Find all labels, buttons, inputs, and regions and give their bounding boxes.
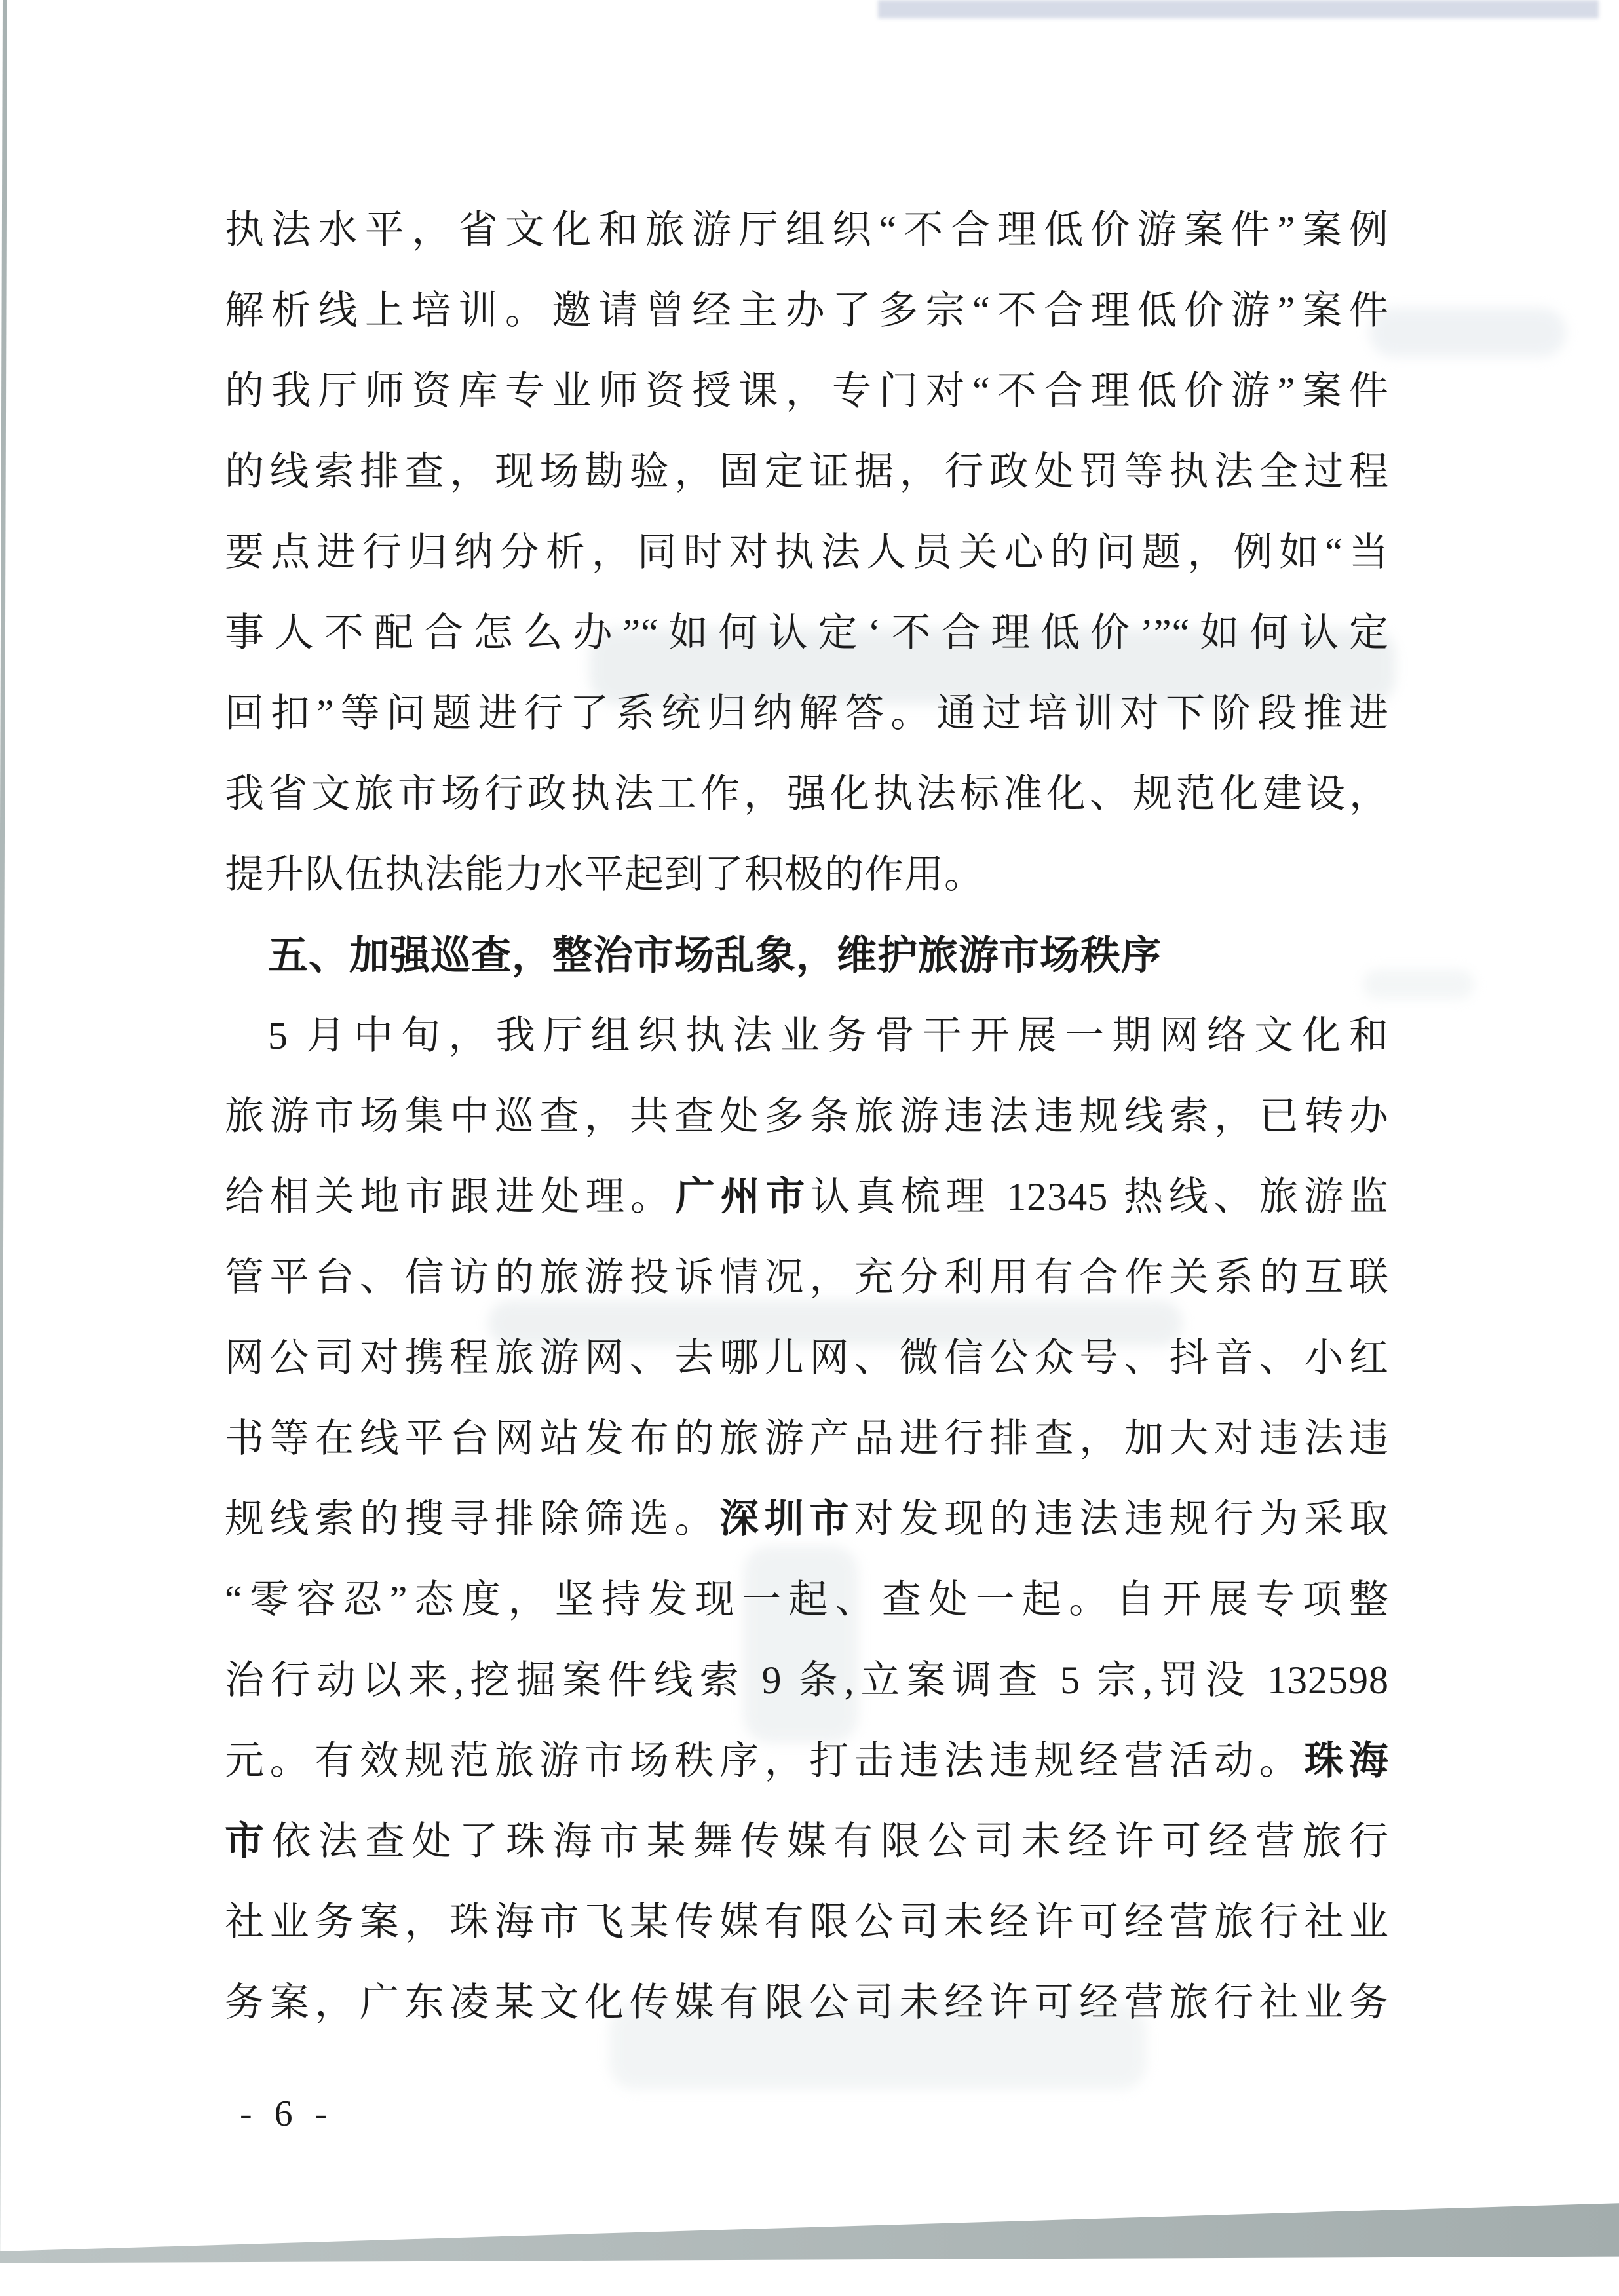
text-run: 社业务案，珠海市飞某传媒有限公司未经许可经营旅行社业 <box>225 1900 1389 1944</box>
text-run: 规线索的搜寻排除筛选。 <box>225 1497 720 1541</box>
text-run: 务案，广东凌某文化传媒有限公司未经许可经营旅行社业务 <box>225 1981 1389 2024</box>
text-run: 治行动以来,挖掘案件线索 9 条,立案调查 5 宗,罚没 132598 <box>225 1659 1389 1702</box>
text-line <box>225 1882 1389 1963</box>
text-line <box>225 1318 1389 1399</box>
scan-artifact-page-edge-line <box>0 0 7 2259</box>
text-run: 网公司对携程旅游网、去哪儿网、微信公众号、抖音、小红 <box>225 1336 1389 1380</box>
text-run: 事人不配合怎么办”“如何认定‘不合理低价’”“如何认定 <box>225 611 1389 654</box>
text-run: 回扣”等问题进行了系统归纳解答。通过培训对下阶段推进 <box>225 692 1389 735</box>
text-line <box>225 1721 1389 1801</box>
bold-text-run: 广州市 <box>675 1175 811 1218</box>
text-line <box>225 1076 1389 1157</box>
text-line <box>225 593 1389 673</box>
text-line <box>225 432 1389 512</box>
scan-artifact-top-noise <box>878 0 1599 18</box>
text-run: 给相关地市跟进处理。 <box>225 1175 676 1218</box>
page-number: - 6 - <box>240 2094 334 2134</box>
text-run: 的线索排查，现场勘验，固定证据，行政处罚等执法全过程 <box>225 450 1389 493</box>
text-line <box>225 1963 1389 2043</box>
text-run: “零容忍”态度，坚持发现一起、查处一起。自开展专项整 <box>225 1578 1389 1621</box>
text-line <box>225 1801 1389 1882</box>
text-run: 解析线上培训。邀请曾经主办了多宗“不合理低价游”案件 <box>225 289 1389 332</box>
section-heading <box>225 915 1389 996</box>
document-text-block <box>225 190 1389 2043</box>
text-run: 旅游市场集中巡查，共查处多条旅游违法违规线索，已转办 <box>225 1095 1389 1138</box>
text-line <box>225 1560 1389 1640</box>
text-run: 我省文旅市场行政执法工作，强化执法标准化、规范化建设， <box>225 772 1389 816</box>
text-line <box>225 271 1389 351</box>
scan-artifact-bottom-shadow <box>0 2194 1619 2267</box>
bold-text-run: 珠海 <box>1304 1739 1389 1782</box>
text-run: 依法查处了珠海市某舞传媒有限公司未经许可经营旅行 <box>271 1820 1389 1863</box>
text-line <box>225 512 1389 593</box>
bold-text-run: 五、加强巡查，整治市场乱象，维护旅游市场秩序 <box>268 933 1162 977</box>
text-run: 要点进行归纳分析，同时对执法人员关心的问题，例如“当 <box>225 531 1389 574</box>
text-line <box>225 673 1389 754</box>
text-line <box>225 351 1389 432</box>
text-run: 执法水平，省文化和旅游厅组织“不合理低价游案件”案例 <box>225 208 1389 252</box>
text-run: 元。有效规范旅游市场秩序，打击违法违规经营活动。 <box>225 1739 1305 1782</box>
text-run: 管平台、信访的旅游投诉情况，充分利用有合作关系的互联 <box>225 1256 1389 1299</box>
scan-artifact-smudge <box>1369 308 1566 357</box>
text-line <box>225 1399 1389 1479</box>
text-run: 对发现的违法违规行为采取 <box>854 1497 1390 1541</box>
text-line <box>225 1479 1389 1560</box>
text-run: 的我厅师资库专业师资授课，专门对“不合理低价游”案件 <box>225 369 1389 413</box>
text-line <box>225 996 1389 1076</box>
text-line <box>225 754 1389 835</box>
text-line <box>225 1157 1389 1237</box>
text-line <box>225 835 1389 915</box>
text-run: 认真梳理 12345 热线、旅游监 <box>810 1175 1390 1218</box>
text-run: 提升队伍执法能力水平起到了积极的作用。 <box>225 853 984 896</box>
text-line <box>225 190 1389 271</box>
text-run: 5 月中旬，我厅组织执法业务骨干开展一期网络文化和 <box>268 1014 1389 1057</box>
text-run: 书等在线平台网站发布的旅游产品进行排查，加大对违法违 <box>225 1417 1389 1460</box>
bold-text-run: 市 <box>225 1820 272 1863</box>
text-line <box>225 1640 1389 1721</box>
bold-text-run: 深圳市 <box>719 1497 854 1541</box>
text-line <box>225 1237 1389 1318</box>
